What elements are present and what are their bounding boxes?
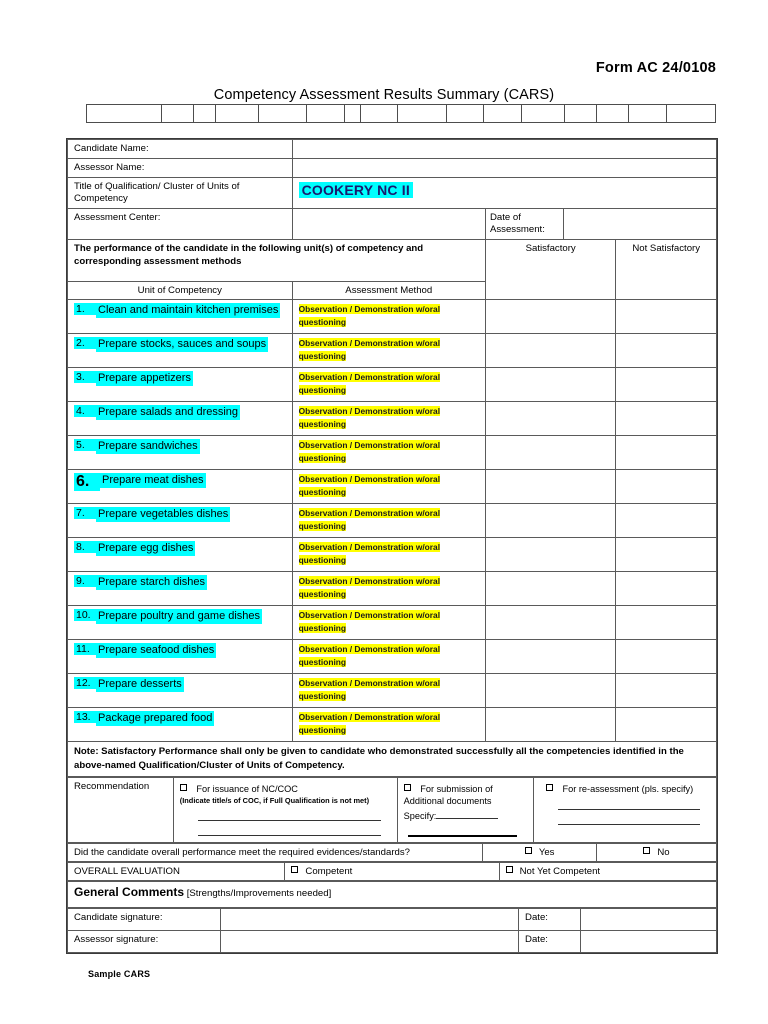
- qualification-field[interactable]: [292, 177, 716, 208]
- assessment-method-text: Observation / Demonstration w/oral questioning: [298, 405, 441, 429]
- unit-of-competency-cell: [68, 401, 293, 435]
- assessment-method-cell: [292, 537, 485, 571]
- unit-number: 2.: [74, 337, 96, 349]
- submission-write-line[interactable]: [408, 826, 517, 837]
- unit-name: Prepare sandwiches: [98, 439, 198, 452]
- overall-evaluation-label: OVERALL EVALUATION: [68, 862, 285, 880]
- assessment-method-cell: [292, 707, 485, 741]
- satisfactory-cell[interactable]: [485, 299, 615, 333]
- general-comments-title: General Comments: [74, 884, 185, 899]
- assessment-method-cell: [292, 367, 485, 401]
- submission-specify-line[interactable]: [436, 818, 498, 819]
- submission-specify-label: Specify:: [403, 810, 437, 821]
- recommendation-table: [67, 777, 717, 843]
- assessment-method-cell: [292, 605, 485, 639]
- assessment-method-text: Observation / Demonstration w/oral questioning: [298, 473, 441, 497]
- issuance-label: For issuance of NC/COC: [196, 783, 298, 794]
- not-satisfactory-cell[interactable]: [616, 401, 717, 435]
- checkbox-competent-icon[interactable]: [291, 866, 298, 873]
- evaluation-table: [67, 843, 717, 862]
- row-candidate-name: [68, 140, 717, 159]
- assessment-method-cell: [292, 435, 485, 469]
- unit-of-competency-cell: [68, 673, 293, 707]
- assessment-method-text: Observation / Demonstration w/oral questioning: [298, 643, 441, 667]
- assessor-date-field[interactable]: [580, 930, 716, 952]
- unit-name: Prepare seafood dishes: [98, 643, 215, 656]
- serial-box-5[interactable]: [259, 105, 307, 122]
- assessment-method-text: Observation / Demonstration w/oral questioning: [298, 337, 441, 361]
- issuance-sublabel: (Indicate title/s of COC, if Full Qualification is not met): [179, 796, 370, 806]
- reassessment-label: For re-assessment (pls. specify): [562, 783, 694, 794]
- serial-box-8[interactable]: [361, 105, 399, 122]
- table-row: [68, 707, 717, 741]
- unit-number: 4.: [74, 405, 96, 417]
- yes-label: Yes: [538, 846, 555, 858]
- unit-name: Prepare starch dishes: [98, 575, 205, 588]
- unit-name: Prepare meat dishes: [102, 473, 204, 486]
- assessor-signature-field[interactable]: [220, 930, 519, 952]
- overall-question: Did the candidate overall performance meet the required evidences/standards?: [68, 843, 483, 861]
- form-frame: [66, 138, 718, 954]
- assessor-name-field[interactable]: [292, 158, 716, 177]
- candidate-signature-label: Candidate signature:: [68, 908, 221, 930]
- checkbox-not-yet-competent-icon[interactable]: [506, 866, 513, 873]
- column-header-not-satisfactory: Not Satisfactory: [616, 239, 717, 299]
- unit-name: Prepare desserts: [98, 677, 182, 690]
- form-code: Form AC 24/0108: [595, 60, 716, 76]
- serial-box-10[interactable]: [447, 105, 485, 122]
- assessment-method-text: Observation / Demonstration w/oral questioning: [298, 371, 441, 395]
- unit-of-competency-cell: [68, 639, 293, 673]
- option-not-yet-competent[interactable]: [499, 862, 716, 880]
- unit-of-competency-cell: [68, 707, 293, 741]
- row-performance-statement: [68, 239, 717, 281]
- assessment-method-cell: [292, 571, 485, 605]
- issuance-write-line-2[interactable]: [198, 825, 381, 836]
- candidate-name-label: Candidate Name:: [68, 140, 293, 159]
- no-label: No: [657, 846, 670, 858]
- unit-name: Prepare stocks, sauces and soups: [98, 337, 267, 350]
- satisfactory-cell[interactable]: [485, 435, 615, 469]
- not-satisfactory-cell[interactable]: [616, 605, 717, 639]
- serial-box-4[interactable]: [216, 105, 259, 122]
- answer-no[interactable]: [596, 843, 716, 861]
- not-satisfactory-cell[interactable]: [616, 435, 717, 469]
- not-satisfactory-cell[interactable]: [616, 639, 717, 673]
- assessment-method-text: Observation / Demonstration w/oral questioning: [298, 575, 441, 599]
- serial-box-15[interactable]: [629, 105, 667, 122]
- checkbox-yes-icon[interactable]: [525, 847, 532, 854]
- serial-box-6[interactable]: [307, 105, 345, 122]
- satisfactory-cell[interactable]: [485, 367, 615, 401]
- not-satisfactory-cell[interactable]: [616, 469, 717, 503]
- row-assessor-signature: [68, 930, 717, 952]
- general-comments-subtitle: [Strengths/Improvements needed]: [186, 887, 332, 899]
- candidate-name-field[interactable]: [292, 140, 716, 159]
- assessor-signature-label: Assessor signature:: [68, 930, 221, 952]
- option-competent[interactable]: [285, 862, 499, 880]
- assessment-method-cell: [292, 299, 485, 333]
- unit-number: 13.: [74, 711, 96, 723]
- serial-box-11[interactable]: [484, 105, 522, 122]
- table-row: [68, 537, 717, 571]
- row-assessor-name: [68, 158, 717, 177]
- serial-number-boxes[interactable]: [86, 104, 716, 123]
- assessment-method-cell: [292, 639, 485, 673]
- competent-label: Competent: [305, 865, 353, 877]
- row-recommendation: [68, 777, 717, 842]
- unit-of-competency-cell: [68, 537, 293, 571]
- satisfactory-cell[interactable]: [485, 401, 615, 435]
- candidate-date-label: Date:: [519, 908, 581, 930]
- table-row: [68, 571, 717, 605]
- unit-of-competency-cell: [68, 605, 293, 639]
- satisfactory-cell[interactable]: [485, 537, 615, 571]
- reassessment-write-line-1[interactable]: [558, 799, 700, 810]
- assessment-center-label: Assessment Center:: [68, 208, 293, 239]
- satisfactory-cell[interactable]: [485, 605, 615, 639]
- date-of-assessment-label: Date of Assessment:: [485, 208, 564, 239]
- not-satisfactory-cell[interactable]: [616, 537, 717, 571]
- assessment-method-cell: [292, 401, 485, 435]
- serial-box-16[interactable]: [667, 105, 715, 122]
- unit-of-competency-cell: [68, 469, 293, 503]
- assessment-method-cell: [292, 673, 485, 707]
- column-header-method: Assessment Method: [292, 281, 485, 299]
- not-yet-competent-label: Not Yet Competent: [519, 865, 601, 877]
- general-comments-cell[interactable]: [68, 881, 717, 907]
- general-comments-table: [67, 881, 717, 908]
- satisfactory-cell[interactable]: [485, 707, 615, 741]
- not-satisfactory-cell[interactable]: [616, 571, 717, 605]
- unit-name: Prepare salads and dressing: [98, 405, 239, 418]
- unit-number: 3.: [74, 371, 96, 383]
- issuance-write-line-1[interactable]: [198, 810, 381, 821]
- unit-name: Prepare appetizers: [98, 371, 191, 384]
- column-header-satisfactory: Satisfactory: [485, 239, 615, 299]
- checkbox-issuance-icon[interactable]: [180, 784, 187, 791]
- unit-name: Clean and maintain kitchen premises: [98, 303, 279, 316]
- unit-number: 8.: [74, 541, 96, 553]
- performance-statement: The performance of the candidate in the following unit(s) of competency and corresponding assessment methods: [68, 239, 486, 281]
- row-assessment-center: [68, 208, 717, 239]
- recommendation-option-issuance[interactable]: [173, 777, 397, 842]
- satisfactory-note: Note: Satisfactory Performance shall only be given to candidate who demonstrated successfully all the competencies identified in the above-named Qualification/Cluster of Units of Competency.: [68, 741, 717, 776]
- signature-table: [67, 908, 717, 953]
- assessment-method-text: Observation / Demonstration w/oral questioning: [298, 439, 441, 463]
- assessment-center-field[interactable]: [292, 208, 485, 239]
- assessor-date-label: Date:: [519, 930, 581, 952]
- satisfactory-cell[interactable]: [485, 673, 615, 707]
- serial-box-1[interactable]: [87, 105, 162, 122]
- satisfactory-cell[interactable]: [485, 469, 615, 503]
- table-row: [68, 503, 717, 537]
- qualification-label: Title of Qualification/ Cluster of Units of Competency: [68, 177, 293, 208]
- table-row: [68, 469, 717, 503]
- unit-number: 10.: [74, 609, 96, 621]
- table-row: [68, 605, 717, 639]
- assessment-method-text: Observation / Demonstration w/oral questioning: [298, 541, 441, 565]
- unit-of-competency-cell: [68, 571, 293, 605]
- unit-number: 5.: [74, 439, 96, 451]
- recommendation-label: Recommendation: [68, 777, 174, 842]
- row-overall-evaluation: [68, 862, 717, 880]
- qualification-value: COOKERY NC II: [299, 182, 413, 198]
- table-row: [68, 333, 717, 367]
- unit-name: Package prepared food: [98, 711, 213, 724]
- form-table: [67, 139, 717, 777]
- satisfactory-cell[interactable]: [485, 639, 615, 673]
- assessor-name-label: Assessor Name:: [68, 158, 293, 177]
- not-satisfactory-cell[interactable]: [616, 673, 717, 707]
- submission-label: For submission of Additional documents: [403, 783, 493, 807]
- unit-name: Prepare vegetables dishes: [98, 507, 229, 520]
- assessment-method-cell: [292, 503, 485, 537]
- candidate-signature-field[interactable]: [220, 908, 519, 930]
- recommendation-option-reassessment[interactable]: [533, 777, 716, 842]
- candidate-date-field[interactable]: [580, 908, 716, 930]
- column-header-unit: Unit of Competency: [68, 281, 293, 299]
- checkbox-reassessment-icon[interactable]: [546, 784, 553, 791]
- unit-number: 1.: [74, 303, 96, 315]
- assessment-method-text: Observation / Demonstration w/oral questioning: [298, 507, 441, 531]
- serial-box-9[interactable]: [398, 105, 446, 122]
- not-satisfactory-cell[interactable]: [616, 503, 717, 537]
- overall-evaluation-table: [67, 862, 717, 881]
- checkbox-submission-icon[interactable]: [404, 784, 411, 791]
- unit-of-competency-cell: [68, 299, 293, 333]
- answer-yes[interactable]: [483, 843, 597, 861]
- assessment-method-text: Observation / Demonstration w/oral questioning: [298, 677, 441, 701]
- serial-box-13[interactable]: [565, 105, 597, 122]
- assessment-method-text: Observation / Demonstration w/oral questioning: [298, 303, 441, 327]
- not-satisfactory-cell[interactable]: [616, 367, 717, 401]
- table-row: [68, 401, 717, 435]
- table-row: [68, 299, 717, 333]
- assessment-method-text: Observation / Demonstration w/oral questioning: [298, 609, 441, 633]
- not-satisfactory-cell[interactable]: [616, 299, 717, 333]
- serial-box-14[interactable]: [597, 105, 629, 122]
- satisfactory-cell[interactable]: [485, 333, 615, 367]
- unit-of-competency-cell: [68, 503, 293, 537]
- table-row: [68, 673, 717, 707]
- unit-number: 11.: [74, 643, 96, 655]
- document-title: Competency Assessment Results Summary (CARS): [213, 87, 555, 103]
- serial-box-7[interactable]: [345, 105, 361, 122]
- row-overall-question: [68, 843, 717, 861]
- serial-box-12[interactable]: [522, 105, 565, 122]
- row-note: [68, 741, 717, 776]
- serial-box-3[interactable]: [194, 105, 215, 122]
- unit-of-competency-cell: [68, 333, 293, 367]
- assessment-method-cell: [292, 469, 485, 503]
- satisfactory-cell[interactable]: [485, 503, 615, 537]
- unit-name: Prepare egg dishes: [98, 541, 194, 554]
- page-footer: Sample CARS: [88, 969, 151, 979]
- checkbox-no-icon[interactable]: [643, 847, 650, 854]
- serial-box-2[interactable]: [162, 105, 194, 122]
- table-row: [68, 435, 717, 469]
- unit-of-competency-cell: [68, 367, 293, 401]
- satisfactory-cell[interactable]: [485, 571, 615, 605]
- unit-number: 6.: [74, 473, 100, 491]
- unit-of-competency-cell: [68, 435, 293, 469]
- unit-number: 9.: [74, 575, 96, 587]
- assessment-method-text: Observation / Demonstration w/oral questioning: [298, 711, 441, 735]
- table-row: [68, 639, 717, 673]
- unit-number: 12.: [74, 677, 96, 689]
- table-row: [68, 367, 717, 401]
- not-satisfactory-cell[interactable]: [616, 707, 717, 741]
- unit-number: 7.: [74, 507, 96, 519]
- reassessment-write-line-2[interactable]: [558, 814, 700, 825]
- unit-name: Prepare poultry and game dishes: [98, 609, 261, 622]
- row-qualification: [68, 177, 717, 208]
- date-of-assessment-field[interactable]: [564, 208, 717, 239]
- row-general-comments: [68, 881, 717, 907]
- not-satisfactory-cell[interactable]: [616, 333, 717, 367]
- recommendation-option-submission[interactable]: [397, 777, 533, 842]
- row-candidate-signature: [68, 908, 717, 930]
- assessment-method-cell: [292, 333, 485, 367]
